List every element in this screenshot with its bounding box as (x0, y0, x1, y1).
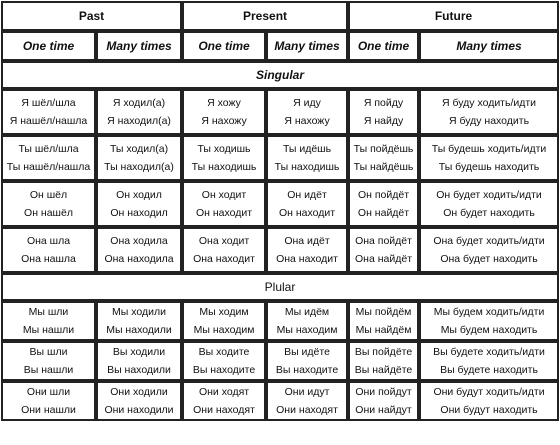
conjugation-form: Мы ходим (199, 306, 249, 318)
conjugation-form: Ты находишь (191, 161, 257, 173)
cell-future-many (419, 89, 559, 135)
cell-future-one (348, 301, 419, 341)
conjugation-form: Я пойду (363, 97, 404, 109)
conjugation-form: Он ходил (116, 189, 162, 201)
singular-row (1, 135, 559, 181)
conjugation-form: Она шла (26, 235, 71, 247)
conjugation-form: Ты будешь находить (438, 161, 540, 173)
cell-past-many (96, 341, 182, 381)
conjugation-form: Я хожу (207, 97, 241, 109)
conjugation-form: Они будут ходить/идти (433, 386, 545, 398)
conjugation-form: Мы находили (106, 324, 172, 336)
cell-future-many (419, 227, 559, 273)
conjugation-form: Мы будем ходить/идти (433, 306, 545, 318)
conjugation-form: Он пойдёт (357, 189, 410, 201)
cell-future-many (419, 381, 559, 421)
cell-present-many (266, 341, 348, 381)
conjugation-form: Он шёл (29, 189, 68, 201)
section-singular: Singular (1, 61, 559, 89)
conjugation-form: Он находил (110, 207, 168, 219)
conjugation-form: Она находила (104, 253, 174, 265)
conjugation-form: Я ходил(а) (112, 97, 166, 109)
conjugation-form: Вы ходили (112, 346, 166, 358)
conjugation-form: Вы находите (192, 364, 256, 376)
cell-present-many (266, 381, 348, 421)
header-past-one-time: One time (1, 31, 96, 61)
cell-future-one (348, 89, 419, 135)
cell-past-many (96, 301, 182, 341)
singular-row (1, 227, 559, 273)
cell-past-one (1, 181, 96, 227)
cell-past-many (96, 227, 182, 273)
conjugation-form: Он находит (195, 207, 253, 219)
conjugation-form: Ты найдёшь (353, 161, 414, 173)
header-past-many-times: Many times (96, 31, 182, 61)
conjugation-form: Они нашли (21, 404, 76, 416)
conjugation-form: Он нашёл (24, 207, 73, 219)
cell-future-many (419, 341, 559, 381)
header-past: Past (1, 1, 182, 31)
cell-past-many (96, 381, 182, 421)
cell-present-one (182, 301, 266, 341)
conjugation-form: Я нахожу (284, 115, 330, 127)
cell-present-many (266, 227, 348, 273)
conjugation-form: Ты находил(а) (104, 161, 174, 173)
cell-present-one (182, 135, 266, 181)
cell-present-one (182, 227, 266, 273)
conjugation-form: Мы шли (28, 306, 69, 318)
conjugation-form: Ты находишь (274, 161, 340, 173)
conjugation-form: Они пойдут (355, 386, 412, 398)
cell-future-one (348, 341, 419, 381)
conjugation-form: Она будет ходить/идти (433, 235, 545, 247)
conjugation-form: Ты ходил(а) (109, 143, 169, 155)
conjugation-form: Они ходят (198, 386, 250, 398)
header-future-one-time: One time (348, 31, 419, 61)
conjugation-form: Мы пойдём (355, 306, 412, 318)
conjugation-form: Я буду находить (448, 115, 530, 127)
cell-present-one (182, 381, 266, 421)
cell-past-one (1, 301, 96, 341)
conjugation-form: Ты ходишь (197, 143, 251, 155)
conjugation-form: Я буду ходить/идти (441, 97, 537, 109)
conjugation-form: Он будет находить (443, 207, 535, 219)
conjugation-form: Она ходила (110, 235, 168, 247)
singular-row (1, 89, 559, 135)
conjugation-form: Я шёл/шла (21, 97, 76, 109)
conjugation-form: Вы идёте (284, 346, 330, 358)
header-present-one-time: One time (182, 31, 266, 61)
conjugation-form: Он ходит (201, 189, 247, 201)
conjugation-form: Она найдёт (355, 253, 413, 265)
conjugation-form: Я найду (363, 115, 404, 127)
conjugation-form: Он найдёт (357, 207, 410, 219)
cell-present-one (182, 181, 266, 227)
plural-row (1, 301, 559, 341)
conjugation-form: Я нашёл/нашла (9, 115, 88, 127)
cell-future-many (419, 301, 559, 341)
conjugation-form: Ты идёшь (282, 143, 332, 155)
conjugation-form: Я нахожу (201, 115, 247, 127)
conjugation-table (1, 1, 559, 421)
cell-past-one (1, 341, 96, 381)
conjugation-form: Он находит (278, 207, 336, 219)
conjugation-form: Они шли (26, 386, 71, 398)
conjugation-form: Она ходит (198, 235, 250, 247)
header-future-many-times: Many times (419, 31, 559, 61)
conjugation-form: Вы пойдёте (354, 346, 413, 358)
cell-future-many (419, 181, 559, 227)
conjugation-form: Вы шли (29, 346, 68, 358)
conjugation-form: Я иду (293, 97, 321, 109)
cell-past-one (1, 381, 96, 421)
conjugation-form: Я находил(а) (107, 115, 171, 127)
cell-future-one (348, 181, 419, 227)
conjugation-form: Вы будете ходить/идти (433, 346, 545, 358)
conjugation-form: Она пойдёт (355, 235, 412, 247)
conjugation-form: Он будет ходить/идти (436, 189, 542, 201)
singular-row (1, 181, 559, 227)
conjugation-form: Вы нашли (23, 364, 74, 376)
header-present-many-times: Many times (266, 31, 348, 61)
cell-future-one (348, 227, 419, 273)
cell-past-many (96, 181, 182, 227)
conjugation-form: Вы находите (275, 364, 339, 376)
plural-row (1, 341, 559, 381)
conjugation-form: Они находят (276, 404, 338, 416)
cell-future-many (419, 135, 559, 181)
cell-past-one (1, 227, 96, 273)
cell-past-many (96, 89, 182, 135)
cell-present-many (266, 181, 348, 227)
conjugation-form: Они находили (104, 404, 174, 416)
cell-future-one (348, 135, 419, 181)
conjugation-form: Мы ходили (112, 306, 166, 318)
conjugation-form: Мы нашли (22, 324, 75, 336)
conjugation-form: Она будет находить (440, 253, 538, 265)
conjugation-form: Ты нашёл/нашла (6, 161, 91, 173)
conjugation-form: Они идут (284, 386, 330, 398)
conjugation-form: Она нашла (21, 253, 76, 265)
conjugation-form: Она находит (193, 253, 255, 265)
conjugation-form: Они будут находить (440, 404, 538, 416)
section-plural: Plular (1, 273, 559, 301)
conjugation-form: Он идёт (287, 189, 327, 201)
conjugation-form: Она находит (276, 253, 338, 265)
conjugation-form: Вы находили (107, 364, 171, 376)
conjugation-form: Они находят (193, 404, 255, 416)
conjugation-form: Мы находим (193, 324, 255, 336)
cell-present-many (266, 301, 348, 341)
cell-present-one (182, 89, 266, 135)
cell-past-one (1, 135, 96, 181)
header-present: Present (182, 1, 348, 31)
cell-present-one (182, 341, 266, 381)
conjugation-form: Вы ходите (198, 346, 250, 358)
conjugation-form: Мы находим (276, 324, 338, 336)
conjugation-form: Вы будете находить (440, 364, 538, 376)
conjugation-form: Они ходили (110, 386, 168, 398)
conjugation-form: Они найдут (355, 404, 412, 416)
conjugation-form: Вы найдёте (354, 364, 413, 376)
cell-past-one (1, 89, 96, 135)
plural-row (1, 381, 559, 421)
conjugation-form: Мы будем находить (440, 324, 538, 336)
conjugation-form: Мы найдём (355, 324, 412, 336)
conjugation-form: Ты будешь ходить/идти (431, 143, 547, 155)
conjugation-form: Ты шёл/шла (18, 143, 79, 155)
cell-present-many (266, 135, 348, 181)
conjugation-form: Она идёт (284, 235, 330, 247)
cell-present-many (266, 89, 348, 135)
conjugation-form: Ты пойдёшь (353, 143, 414, 155)
conjugation-form: Мы идём (284, 306, 330, 318)
cell-future-one (348, 381, 419, 421)
header-future: Future (348, 1, 559, 31)
cell-past-many (96, 135, 182, 181)
